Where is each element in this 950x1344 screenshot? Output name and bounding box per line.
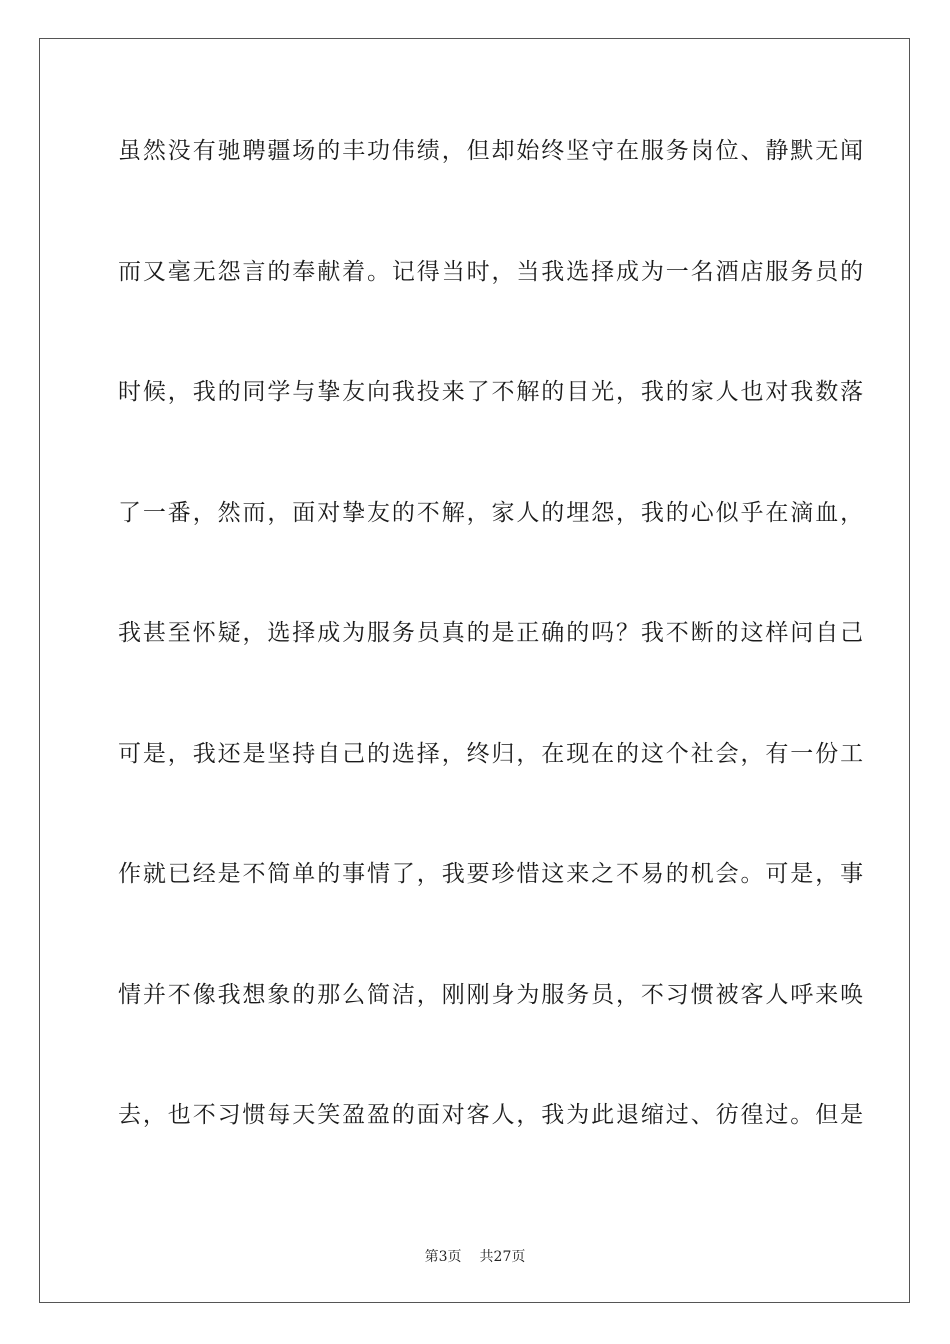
- text-line: 时候，我的同学与挚友向我投来了不解的目光，我的家人也对我数落: [118, 379, 865, 405]
- text-line: 可是，我还是坚持自己的选择，终归，在现在的这个社会，有一份工: [118, 740, 865, 767]
- text-line: 情并不像我想象的那么简洁，刚刚身为服务员，不习惯被客人呼来唤: [118, 981, 865, 1008]
- page-total: 共27页: [479, 1249, 526, 1265]
- text-line: 去，也不习惯每天笑盈盈的面对客人，我为此退缩过、彷徨过。但是: [118, 1102, 865, 1128]
- body-text: [118, 132, 865, 1217]
- text-line: 了一番，然而，面对挚友的不解，家人的埋怨，我的心似乎在滴血，: [118, 499, 865, 526]
- text-line: 而又毫无怨言的奉献着。记得当时，当我选择成为一名酒店服务员的: [118, 258, 865, 285]
- text-line: 我甚至怀疑，选择成为服务员真的是正确的吗？我不断的这样问自己: [118, 620, 865, 646]
- page-number: 第3页: [424, 1249, 462, 1265]
- text-line: 作就已经是不简单的事情了，我要珍惜这来之不易的机会。可是，事: [118, 861, 865, 887]
- page-footer: [0, 1246, 950, 1266]
- text-line: 虽然没有驰聘疆场的丰功伟绩，但却始终坚守在服务岗位、静默无闻: [118, 138, 865, 164]
